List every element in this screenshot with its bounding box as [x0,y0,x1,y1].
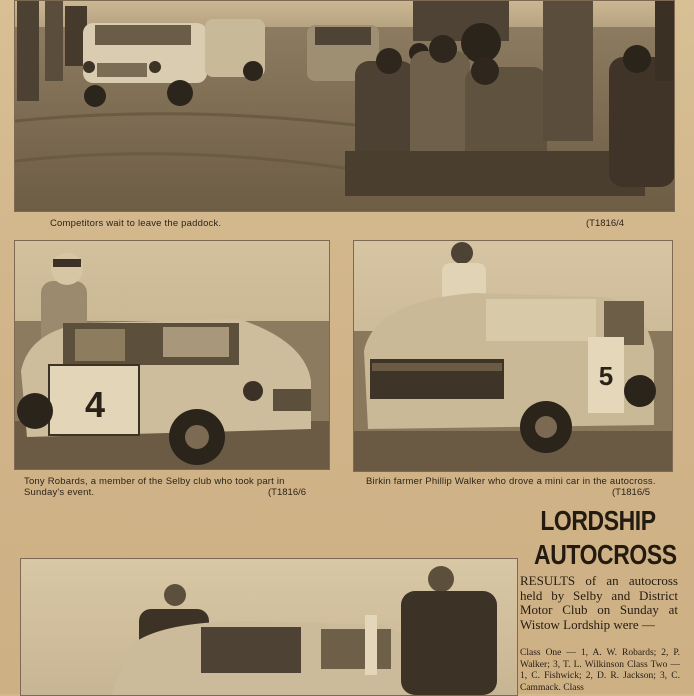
robards-photo-image [15,241,329,469]
paddock-photo-ref: (T1816/4 [586,218,625,229]
bottom-photo [20,558,518,696]
walker-photo [353,240,673,472]
walker-caption: Birkin farmer Phillip Walker who drove a mini car in the autocross. [366,476,656,487]
robards-caption: Tony Robards, a member of the Selby club who took part in Sunday's event. [24,476,285,498]
walker-car-number: 5 [598,361,614,391]
robards-photo-ref: (T1816/6 [268,487,307,498]
paddock-caption: Competitors wait to leave the paddock. [50,218,222,229]
paddock-photo [14,0,675,212]
bottom-photo-image [21,559,517,695]
headline-line-2: AUTOCROSS [534,539,677,570]
robards-car-number: 4 [84,384,106,425]
walker-photo-ref: (T1816/5 [612,487,651,498]
paddock-photo-image [15,1,674,211]
walker-photo-image [354,241,672,471]
robards-photo [14,240,330,470]
headline-line-1: LORDSHIP [540,505,656,536]
article-results: Class One — 1, A. W. Robards; 2, P. Walker; 3, T. L. Wilkinson Class Two — 1, C. Fishwick; 2, D. R. Jackson; 3, C. Cammack. Class [520,648,680,693]
article-intro: RESULTS of an autocross held by Selby and District Motor Club on Sunday at Wistow Lordship were — [520,573,678,632]
